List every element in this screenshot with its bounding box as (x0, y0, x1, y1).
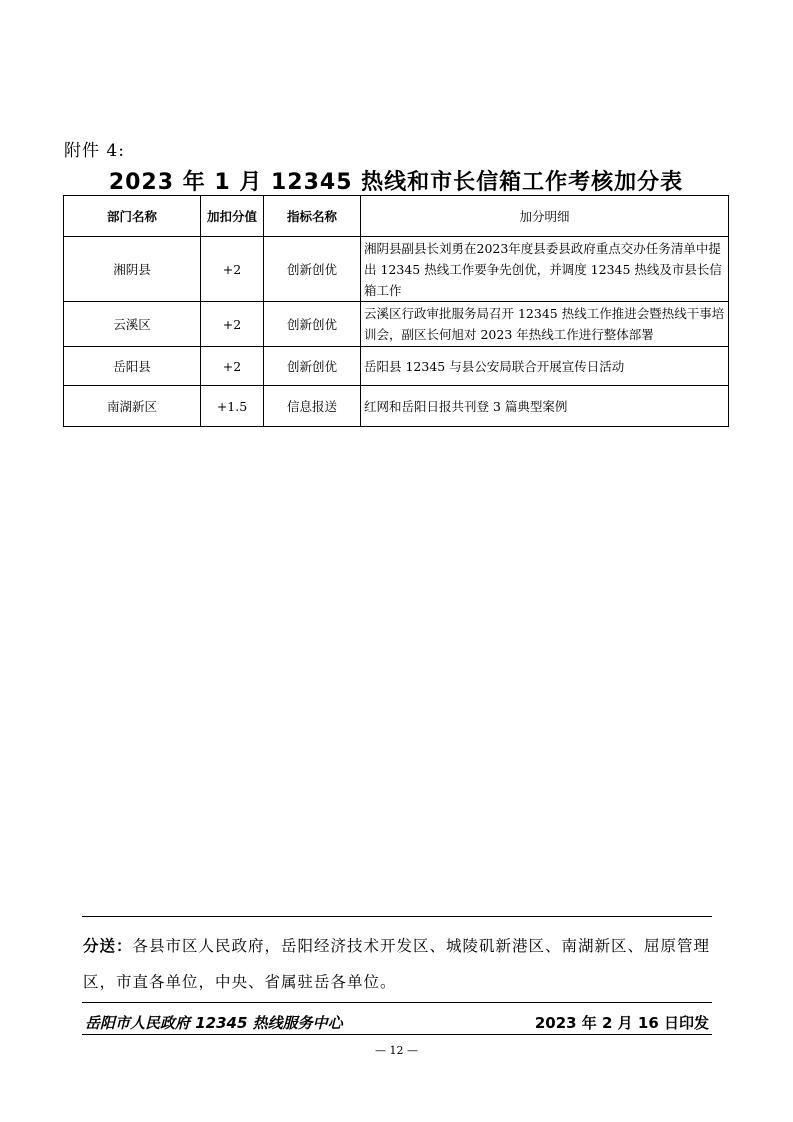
table-row (64, 347, 729, 386)
issue-date: 2023 年 2 月 16 日印发 (534, 1014, 709, 1032)
table-row (64, 386, 729, 427)
cell-dept: 岳阳县 (64, 347, 201, 386)
distribution-label: 分送： (83, 936, 133, 955)
cell-indicator: 信息报送 (264, 386, 361, 427)
document-title: 2023 年 1 月 12345 热线和市长信箱工作考核加分表 (108, 170, 684, 195)
cell-indicator: 创新创优 (264, 302, 361, 347)
table-row (64, 237, 729, 302)
cell-indicator: 创新创优 (264, 347, 361, 386)
attachment-label: 附件 4: (64, 141, 125, 161)
cell-detail: 岳阳县 12345 与县公安局联合开展宣传日活动 (361, 347, 729, 386)
page-number: — 12 — (375, 1044, 418, 1057)
cell-score: +2 (201, 302, 264, 347)
divider-middle (82, 1002, 712, 1003)
header-indicator: 指标名称 (264, 196, 361, 237)
cell-dept: 南湖新区 (64, 386, 201, 427)
cell-dept: 云溪区 (64, 302, 201, 347)
divider-top (82, 916, 712, 917)
header-detail: 加分明细 (361, 196, 729, 237)
table-header-row (64, 196, 729, 237)
score-table (63, 195, 729, 427)
cell-indicator: 创新创优 (264, 237, 361, 302)
divider-bottom (82, 1034, 712, 1035)
cell-score: +1.5 (201, 386, 264, 427)
cell-detail: 红网和岳阳日报共刊登 3 篇典型案例 (361, 386, 729, 427)
cell-detail: 云溪区行政审批服务局召开 12345 热线工作推进会暨热线干事培训会，副区长何旭对 2023 年热线工作进行整体部署 (361, 302, 729, 347)
issuer: 岳阳市人民政府 12345 热线服务中心 (85, 1014, 343, 1032)
cell-score: +2 (201, 347, 264, 386)
cell-dept: 湘阴县 (64, 237, 201, 302)
distribution-block (83, 928, 713, 1000)
table-row (64, 302, 729, 347)
header-dept: 部门名称 (64, 196, 201, 237)
cell-score: +2 (201, 237, 264, 302)
distribution-text: 各县市区人民政府，岳阳经济技术开发区、城陵矶新港区、南湖新区、屈原管理区，市直各单位，中央、省属驻岳各单位。 (83, 937, 711, 991)
header-score: 加扣分值 (201, 196, 264, 237)
cell-detail: 湘阴县副县长刘勇在2023年度县委县政府重点交办任务清单中提出 12345 热线工作要争先创优，并调度 12345 热线及市县长信箱工作 (361, 237, 729, 302)
